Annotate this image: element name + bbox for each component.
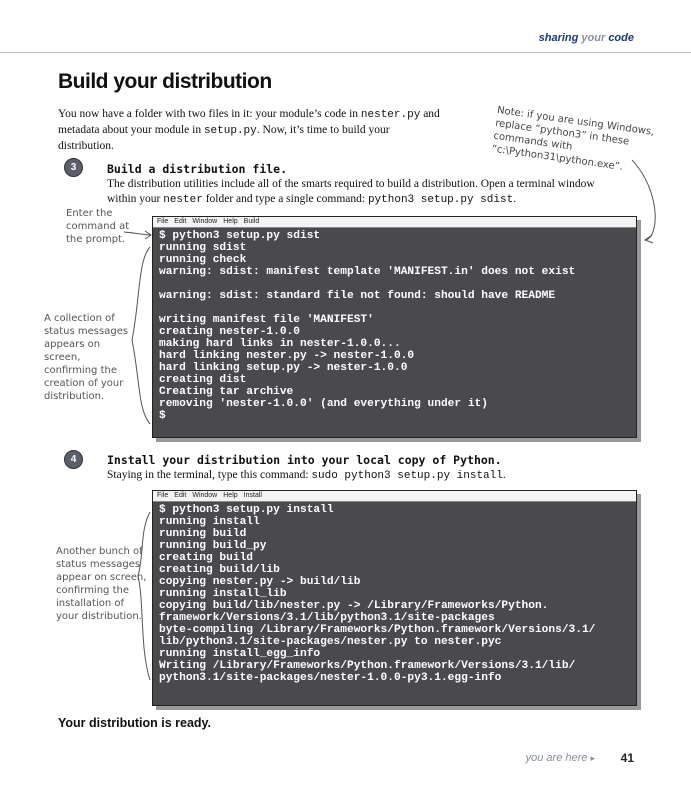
footer-arrow-icon: ▸ [590,753,595,763]
terminal-line: creating dist [159,374,247,386]
page-title: Build your distribution [58,70,272,93]
terminal-line: warning: sdist: standard file not found: should have README [159,290,556,302]
step-3-text-2: folder and type a single command: [202,193,368,205]
header-prefix: sharing [538,32,579,44]
intro-text-3: . Now, it’s time to build your distribution. [58,124,390,152]
menu-file[interactable]: File [157,492,169,499]
terminal-line: hard linking setup.py -> nester-1.0.0 [159,362,408,374]
menu-window[interactable]: Window [192,218,218,225]
prompt-note: Enter the command at the prompt. [66,208,130,245]
terminal-line: hard linking nester.py -> nester-1.0.0 [159,350,415,362]
prompt-arrow-icon [124,232,150,235]
intro-text-1: You now have a folder with two files in it: your module’s code in [58,108,361,120]
status-note-1: A collection of status messages appears on screen, confirming the creation of your distribution. [44,313,129,402]
header-suffix: code [608,32,634,44]
terminal-line: writing manifest file 'MANIFEST' [159,314,374,326]
windows-note-arrow-icon [632,160,655,240]
step-4-badge: 4 [64,450,83,469]
terminal-line: byte-compiling /Library/Frameworks/Python.framework/Versions/3.1/ [159,624,596,636]
terminal-line: Creating tar archive [159,386,294,398]
terminal-line: creating build [159,552,253,564]
step-3-code-2: python3 setup.py sdist [367,194,514,206]
step-3-badge: 3 [64,158,83,177]
terminal-line: removing 'nester-1.0.0' (and everything under it) [159,398,488,410]
terminal-line: $ python3 setup.py sdist [159,230,321,242]
menu-install[interactable]: Install [243,492,262,499]
terminal-line: Writing /Library/Frameworks/Python.framework/Versions/3.1/lib/ [159,660,576,672]
footer-you-are-here: you are here [525,752,588,764]
step-4-title: Install your distribution into your local copy of Python. [107,453,502,467]
terminal-line: python3.1/site-packages/nester-1.0.0-py3.1.egg-info [159,672,502,684]
status-bracket-2-icon [138,512,150,680]
terminal-line: creating build/lib [159,564,280,576]
menu-file[interactable]: File [157,218,169,225]
terminal-line: copying nester.py -> build/lib [159,576,361,588]
terminal-line: running build [159,528,247,540]
intro-code-2: setup.py [203,125,257,137]
step-4-text-2: . [502,469,506,481]
terminal-line: running sdist [159,242,247,254]
windows-note: Note: if you are using Windows, replace “python3” in these commands with “c:\Python31\python.exe”. [490,104,655,173]
terminal-line: warning: sdist: manifest template 'MANIFEST.in' does not exist [159,266,576,278]
menu-window[interactable]: Window [192,492,218,499]
windows-note-arrowhead-icon [645,235,653,243]
closing-statement: Your distribution is ready. [58,716,212,730]
terminal-line: framework/Versions/3.1/lib/python3.1/site-packages [159,612,495,624]
terminal-line: $ python3 setup.py install [159,504,334,516]
terminal-line: creating nester-1.0.0 [159,326,300,338]
menu-build[interactable]: Build [243,218,260,225]
terminal-line: lib/python3.1/site-packages/nester.py to nester.pyc [159,636,502,648]
step-3-code-1: nester [163,194,203,206]
step-3-text-3: . [513,193,517,205]
terminal-line: running check [159,254,247,266]
menu-edit[interactable]: Edit [174,218,187,225]
step-3-text-1: The distribution utilities include all of the smarts required to build a distribution. Open a terminal window within your [107,178,595,205]
step-3-title: Build a distribution file. [107,162,288,176]
terminal-line: running build_py [159,540,267,552]
step-4-text-1: Staying in the terminal, type this command: [107,469,312,481]
step-4-code-1: sudo python3 setup.py install [311,470,503,482]
intro-code-1: nester.py [360,109,421,121]
terminal-line: copying build/lib/nester.py -> /Library/Frameworks/Python. [159,600,549,612]
terminal-line: $ [159,410,166,422]
terminal-line: running install [159,516,260,528]
menu-help[interactable]: Help [223,218,238,225]
intro-text-2: and metadata about your module in [58,108,440,136]
header-highlight: your [581,32,606,44]
terminal-line: running install_egg_info [159,648,321,660]
menu-help[interactable]: Help [223,492,238,499]
terminal-line: running install_lib [159,588,287,600]
status-note-2: Another bunch of status messages appear on screen, confirming the installation of your distribution. [56,546,147,622]
status-bracket-1-icon [132,247,150,424]
terminal-line: making hard links in nester-1.0.0... [159,338,401,350]
page-number: 41 [620,751,634,765]
menu-edit[interactable]: Edit [174,492,187,499]
